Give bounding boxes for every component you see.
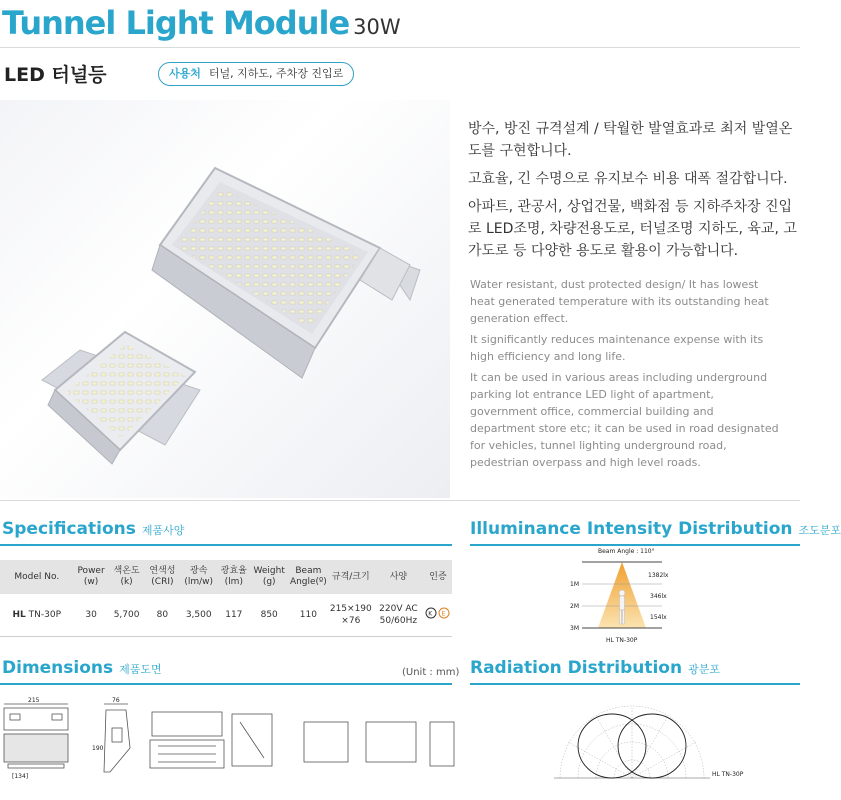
height-dimension: 190 (92, 745, 104, 752)
description-korean (468, 118, 798, 268)
cell-flux: 3,500 (180, 594, 217, 637)
cell-spec: 220V AC 50/60Hz (373, 594, 424, 637)
height-label: 2M (570, 603, 579, 610)
beam-angle-label: Beam Angle : 110° (598, 548, 655, 555)
cell-power: 30 (74, 594, 109, 637)
distribution-curve (578, 714, 646, 778)
illuminance-chart (540, 546, 700, 650)
table-row (0, 594, 452, 637)
col-power: Power (w) (74, 560, 109, 594)
table-header-row (0, 560, 452, 594)
dimension-drawings (0, 692, 460, 788)
svg-text:K: K (428, 610, 433, 618)
desc-en-2: It significantly reduces maintenance expense with its high efficiency and long life. (470, 333, 764, 363)
desc-ko-3: 아파트, 관공서, 상업건물, 백화점 등 지하주차장 진입로 LED조명, 차량전용도로, 터널조명 지하도, 육교, 고가도로 등 다양한 용도로 활용이 가능합니다. (468, 199, 797, 259)
dimensions-heading (2, 658, 162, 678)
section-title: Illuminance Intensity Distribution (470, 519, 793, 539)
top-view-drawing (150, 712, 272, 768)
col-size: 규격/크기 (329, 560, 373, 594)
section-title: Dimensions (2, 658, 114, 678)
front-view-drawing (4, 704, 68, 768)
col-efficiency: 광효율 (lm) (217, 560, 250, 594)
desc-en-1: Water resistant, dust protected design/ It has lowest heat generated temperature with its outstanding heat generation effect. (470, 278, 769, 325)
product-subtitle: LED 터널등 (4, 64, 107, 86)
usage-text: 터널, 지하도, 주차장 진입로 (208, 67, 344, 80)
depth-dimension: 76 (112, 697, 120, 704)
section-title: Specifications (2, 519, 136, 539)
col-flux: 광속 (lm/w) (180, 560, 217, 594)
section-subtitle: 제품도면 (119, 663, 162, 676)
cell-color-temp: 5,700 (109, 594, 145, 637)
svg-text:E: E (441, 610, 446, 618)
desc-en-3: It can be used in various areas including underground parking lot entrance LED light of apartment, government office, commercial building and department store etc; it can be used in road designated for vehicles, tunnel lighting underground road, pedestrian overpass and high level roads. (470, 371, 779, 469)
specifications-heading (2, 519, 184, 539)
section-underline (470, 683, 800, 685)
chart-model-label: HL TN-30P (606, 637, 638, 644)
led-module-illustration (0, 100, 450, 498)
bracket-view-drawing (304, 722, 454, 766)
width-dimension: 215 (28, 697, 40, 704)
cell-model: HL TN-30P (0, 594, 74, 637)
divider (0, 500, 800, 501)
divider (0, 47, 800, 48)
cell-weight: 850 (250, 594, 287, 637)
cell-cri: 80 (145, 594, 181, 637)
section-underline (0, 544, 452, 546)
radiation-chart (540, 688, 770, 788)
section-subtitle: 조도분포 (798, 524, 841, 537)
usage-label: 사용처 (169, 67, 201, 80)
col-weight: Weight (g) (250, 560, 287, 594)
desc-ko-2: 고효율, 긴 수명으로 유지보수 비용 대폭 절감합니다. (468, 171, 788, 187)
height-label: 1M (570, 581, 579, 588)
page-title (2, 4, 401, 42)
side-view-drawing (104, 704, 130, 772)
section-underline (0, 683, 452, 685)
col-model: Model No. (0, 560, 74, 594)
usage-badge (158, 62, 354, 86)
cell-cert (424, 594, 452, 637)
cell-efficiency: 117 (217, 594, 250, 637)
lux-label: 1382lx (648, 572, 669, 579)
section-title: Radiation Distribution (470, 658, 683, 678)
lux-label: 154lx (650, 614, 667, 621)
lux-label: 346lx (650, 593, 667, 600)
spec-table (0, 560, 452, 637)
section-subtitle: 제품사양 (141, 524, 185, 537)
col-cert: 인증 (424, 560, 452, 594)
section-subtitle: 광분포 (688, 663, 720, 676)
chart-model-label: HL TN-30P (712, 771, 744, 778)
cell-size: 215×190 ×76 (329, 594, 373, 637)
product-photo (0, 100, 450, 498)
certification-marks-icon (425, 606, 451, 620)
height-label: 3M (570, 625, 579, 632)
foot-dimension: [134] (12, 773, 29, 780)
col-beam-angle: Beam Angle(º) (288, 560, 329, 594)
desc-ko-1: 방수, 방진 규격설계 / 탁월한 발열효과로 최저 발열온도를 구현합니다. (468, 121, 793, 159)
distribution-curve (618, 714, 686, 778)
title-text: Tunnel Light Module (2, 4, 350, 42)
col-spec: 사양 (373, 560, 424, 594)
unit-label: (Unit : mm) (402, 667, 460, 678)
col-color-temp: 색온도 (k) (109, 560, 145, 594)
cell-beam-angle: 110 (288, 594, 329, 637)
description-english (470, 276, 780, 475)
col-cri: 연색성 (CRI) (145, 560, 181, 594)
wattage: 30W (353, 15, 401, 39)
illuminance-heading (470, 519, 841, 539)
radiation-heading (470, 658, 720, 678)
